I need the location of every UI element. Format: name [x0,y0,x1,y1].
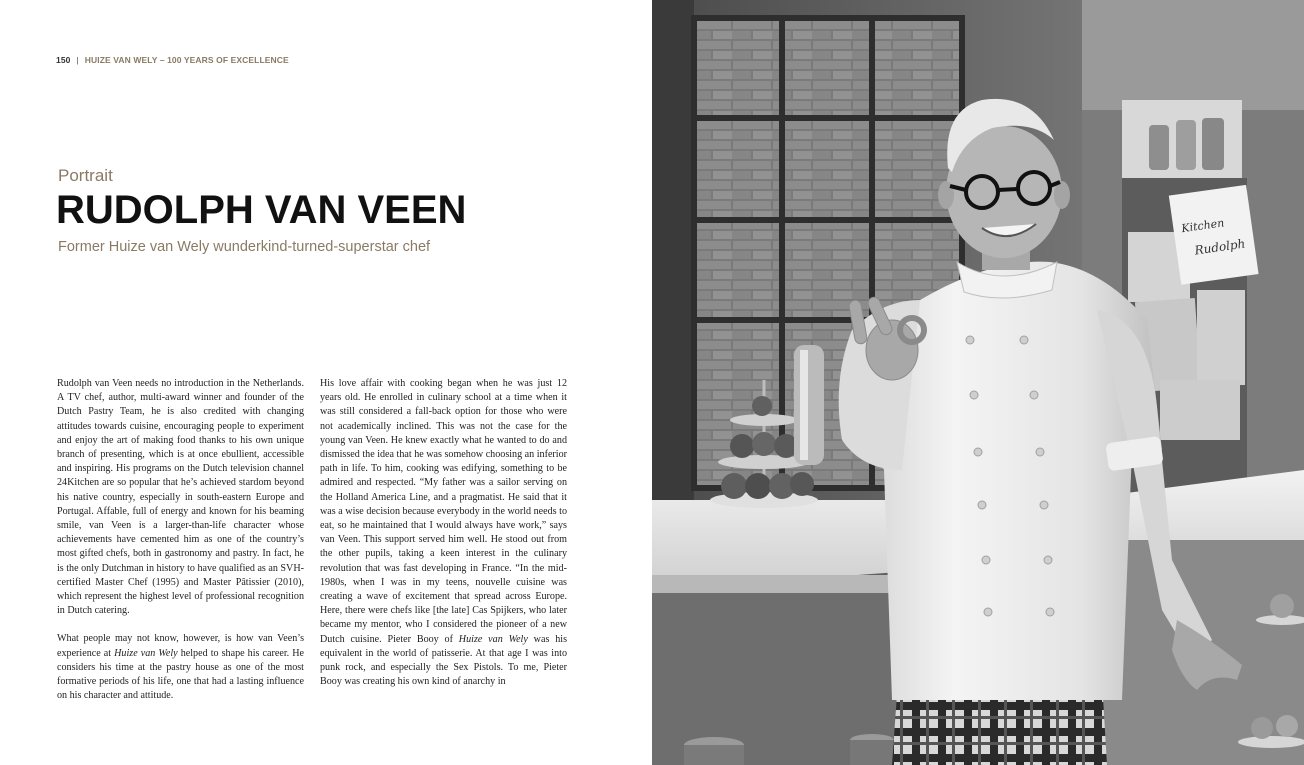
article-title: RUDOLPH VAN VEEN [56,188,467,232]
text-run: What people may not know, however, is how van Veen’s experience at [57,633,304,659]
svg-text:Rudolph: Rudolph [1193,236,1247,258]
svg-text:Kitchen: Kitchen [1180,216,1226,236]
running-header [56,55,289,65]
header-separator: | [76,55,79,65]
body-column-1 [57,377,304,717]
italic-name: Huize van Wely [458,633,528,645]
paragraph [57,632,304,703]
paragraph: Rudolph van Veen needs no introduction in the Netherlands. A TV chef, author, multi-award winner and founder of the Dutch Pastry Team, he is also credited with changing attitudes towards cuisine, encouraging people to experiment and enjoy the art of making food thanks to his own unique branch of presenting, which is at once ebullient, accessible and inspiring. His programs on the Dutch television channel 24Kitchen are so popular that he’s achieved stardom beyond his native country, especially in south-eastern Europe and Portugal. Affable, full of energy and known for his beaming smile, van Veen is a larger-than-life character whose achievements have cemented him as one of the country’s most gifted chefs, both in gastronomy and pastry. In fact, he is the only Dutchman in history to have qualified as an SVH-certified Master Chef (1995) and Master Pâtissier (2010), which represent the highest level of professional recognition in Dutch catering. [57,378,304,617]
chef-portrait-photo [652,0,1304,765]
italic-name: Huize van Wely [114,647,178,659]
running-head-title: HUIZE VAN WELY – 100 YEARS OF EXCELLENCE [84,55,289,65]
body-column-2 [320,377,567,689]
text-run: helped to shape his career. He considers his time at the pastry house as one of the most formative periods of his life, one that had a lasting influence on his character and attitude. [57,647,304,702]
article-subtitle: Former Huize van Wely wunderkind-turned-superstar chef [58,239,431,255]
paragraph [320,377,567,689]
page-number: 150 [56,55,71,65]
text-run: His love affair with cooking began when he was just 12 years old. He enrolled in culinary school at a time when it was still considered a fall-back option for those who were not academically inclined. This was not the case for the young van Veen. He knew exactly what he wanted to do and dismissed the idea that he was somehow choosing an inferior path in life. To him, cooking was edifying, something to be admired and respected. “My father was a sailor serving on the Holland America Line, and a pragmatist. He said that it was a wise decision because everybody in the world needs to eat, so he maintained that I would always have work,” says van Veen. This support served him well. He stood out from the other pupils, taking a keen interest in the culinary revolution that was fast developing in France. “In the mid-1980s, when I was in my teens, nouvelle cuisine was creating a wave of excitement that spread across Europe. Here, there were chefs like [the late] Cas Spijkers, who later became my mentor, who I considered the pioneer of a new Dutch cuisine. Pieter Booy of [320,378,567,645]
section-kicker: Portrait [58,166,113,185]
text-run: was his equivalent in the world of patisserie. At that age I was into punk rock, and especially the Sex Pistols. To me, Pieter Booy was creating his own kind of anarchy in [320,633,567,688]
